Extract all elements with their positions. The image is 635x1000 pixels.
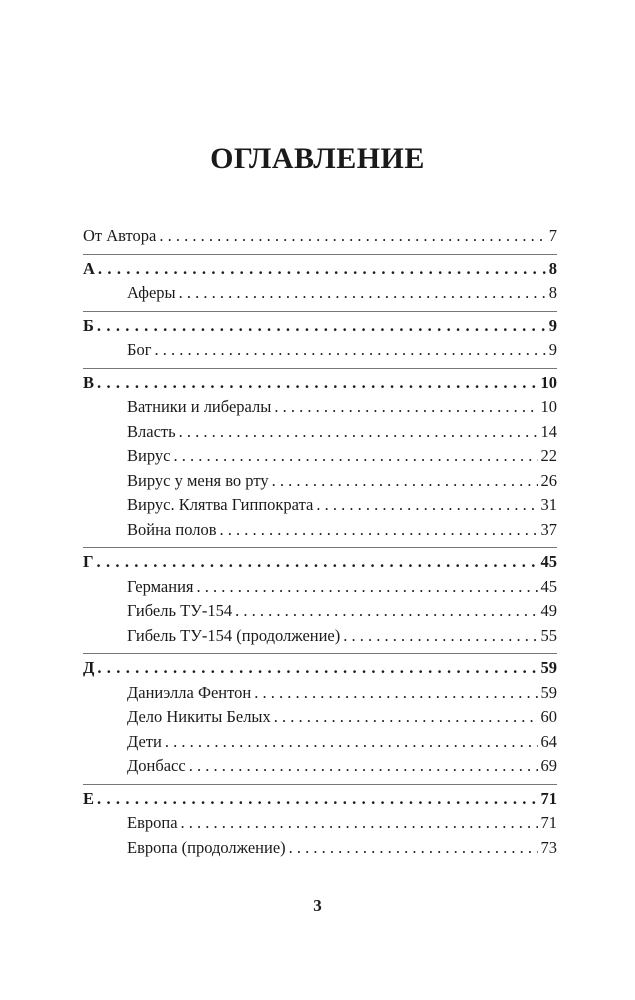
toc-entry bbox=[83, 683, 557, 708]
dot-leader bbox=[316, 495, 537, 515]
toc-entry-page: 69 bbox=[540, 756, 557, 775]
toc-entry-page: 10 bbox=[540, 397, 557, 416]
toc-entry-page: 31 bbox=[540, 495, 557, 514]
toc-entry bbox=[83, 340, 557, 365]
toc-entry-title: А bbox=[83, 258, 95, 278]
dot-leader bbox=[272, 471, 538, 491]
toc-entry-page: 73 bbox=[540, 837, 557, 857]
dot-leader bbox=[98, 259, 546, 279]
toc-entry bbox=[83, 601, 557, 626]
dot-leader bbox=[181, 813, 538, 833]
toc-entry-title: Донбасс bbox=[127, 756, 186, 775]
toc-entry-page: 45 bbox=[540, 576, 557, 596]
dot-leader bbox=[274, 707, 538, 727]
toc-entry-page: 45 bbox=[540, 552, 557, 571]
toc-entry bbox=[83, 422, 557, 447]
toc-entry-title: Европа (продолжение) bbox=[127, 837, 286, 857]
page-number: 3 bbox=[313, 896, 322, 915]
toc-entry-page: 37 bbox=[540, 519, 557, 539]
toc-entry bbox=[83, 397, 557, 422]
section-divider bbox=[83, 784, 557, 785]
toc-entry-page: 10 bbox=[540, 372, 557, 392]
toc-entry-page: 8 bbox=[548, 258, 557, 278]
dot-leader bbox=[179, 283, 546, 303]
toc-entry-title: Даниэлла Фентон bbox=[127, 682, 252, 702]
dot-leader bbox=[254, 683, 537, 703]
toc-entry-title: Вирус у меня во рту bbox=[127, 470, 269, 490]
toc-entry-title: Дети bbox=[127, 731, 162, 751]
toc-entry-page: 14 bbox=[540, 421, 557, 441]
toc-entry-title: От Автора bbox=[83, 226, 157, 245]
toc-section-heading bbox=[83, 552, 557, 577]
toc-entry bbox=[83, 626, 557, 651]
toc-entry bbox=[83, 732, 557, 757]
section-divider bbox=[83, 254, 557, 255]
dot-leader bbox=[179, 422, 538, 442]
toc-entry-page: 59 bbox=[540, 682, 557, 702]
dot-leader bbox=[97, 316, 546, 336]
section-divider bbox=[83, 547, 557, 548]
toc-section-heading bbox=[83, 373, 557, 398]
section-divider bbox=[83, 368, 557, 369]
toc-entry-page: 9 bbox=[548, 340, 557, 359]
toc-entry-title: Война полов bbox=[127, 519, 217, 539]
toc-section-heading bbox=[83, 259, 557, 284]
toc-entry-page: 9 bbox=[548, 315, 557, 335]
dot-leader bbox=[97, 552, 538, 572]
toc-entry-title: Гибель ТУ-154 (продолжение) bbox=[127, 625, 341, 645]
toc-entry bbox=[83, 707, 557, 732]
toc-entry-title: Аферы bbox=[127, 283, 176, 302]
toc-entry bbox=[83, 577, 557, 602]
toc-entry-title: Гибель ТУ-154 bbox=[127, 601, 233, 620]
toc-section-heading bbox=[83, 658, 557, 683]
toc-entry-page: 60 bbox=[540, 707, 557, 726]
toc-entry-title: Е bbox=[83, 788, 95, 808]
toc-entry-title: Германия bbox=[127, 576, 194, 596]
toc-entry bbox=[83, 495, 557, 520]
toc-entry-page: 8 bbox=[548, 283, 557, 302]
dot-leader bbox=[165, 732, 538, 752]
toc-entry bbox=[83, 813, 557, 838]
dot-leader bbox=[343, 626, 537, 646]
dot-leader bbox=[189, 756, 538, 776]
table-of-contents bbox=[83, 226, 557, 862]
toc-entry-page: 71 bbox=[540, 788, 557, 808]
toc-section-heading bbox=[83, 316, 557, 341]
toc-entry bbox=[83, 520, 557, 545]
dot-leader bbox=[289, 838, 538, 858]
toc-entry bbox=[83, 838, 557, 863]
toc-entry-title: Вирус. Клятва Гиппократа bbox=[127, 495, 314, 514]
dot-leader bbox=[97, 373, 537, 393]
toc-entry-title: Ватники и либералы bbox=[127, 397, 272, 416]
dot-leader bbox=[159, 226, 545, 246]
toc-entry bbox=[83, 446, 557, 471]
toc-entry-page: 22 bbox=[540, 446, 557, 465]
toc-entry-page: 71 bbox=[540, 813, 557, 832]
dot-leader bbox=[220, 520, 538, 540]
toc-entry-title: Дело Никиты Белых bbox=[127, 707, 271, 726]
dot-leader bbox=[155, 340, 546, 360]
toc-entry-page: 26 bbox=[540, 470, 557, 490]
toc-entry-title: Г bbox=[83, 552, 94, 571]
toc-entry-page: 64 bbox=[540, 731, 557, 751]
dot-leader bbox=[97, 789, 537, 809]
toc-entry bbox=[83, 471, 557, 496]
dot-leader bbox=[97, 658, 537, 678]
toc-entry-title: Европа bbox=[127, 813, 178, 832]
toc-section-heading bbox=[83, 789, 557, 814]
toc-entry-page: 49 bbox=[540, 601, 557, 620]
section-divider bbox=[83, 653, 557, 654]
section-divider bbox=[83, 311, 557, 312]
toc-entry-title: Б bbox=[83, 315, 94, 335]
dot-leader bbox=[274, 397, 537, 417]
dot-leader bbox=[197, 577, 538, 597]
toc-entry-title: Бог bbox=[127, 340, 152, 359]
page-title: ОГЛАВЛЕНИЕ bbox=[210, 142, 425, 175]
toc-section-heading bbox=[83, 226, 557, 251]
toc-entry-title: Власть bbox=[127, 421, 176, 441]
toc-entry-title: Д bbox=[83, 658, 95, 677]
dot-leader bbox=[235, 601, 537, 621]
toc-entry bbox=[83, 283, 557, 308]
toc-entry-title: В bbox=[83, 372, 95, 392]
toc-entry-page: 55 bbox=[540, 625, 557, 645]
toc-entry-title: Вирус bbox=[127, 446, 171, 465]
toc-entry-page: 7 bbox=[548, 226, 557, 245]
toc-entry bbox=[83, 756, 557, 781]
toc-entry-page: 59 bbox=[540, 658, 557, 677]
dot-leader bbox=[173, 446, 537, 466]
